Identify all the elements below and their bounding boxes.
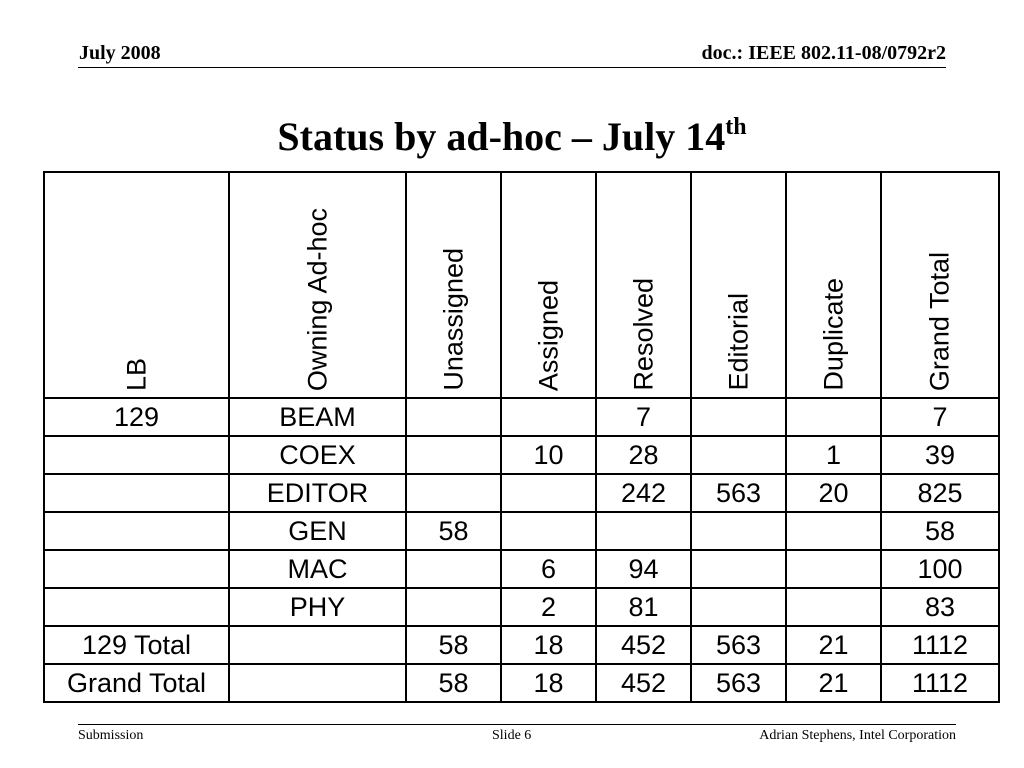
table-cell: 1	[786, 436, 881, 474]
table-cell: 20	[786, 474, 881, 512]
table-row-grand-total	[44, 664, 999, 702]
table-cell: 28	[596, 436, 691, 474]
table-cell: 58	[406, 512, 501, 550]
table-cell: 10	[501, 436, 596, 474]
table-cell: 1112	[881, 664, 999, 702]
slide-title-superscript: th	[725, 114, 747, 140]
table-cell: 18	[501, 626, 596, 664]
table-cell: 563	[691, 474, 786, 512]
table-cell: 452	[596, 626, 691, 664]
table-cell: Grand Total	[44, 664, 229, 702]
table-cell	[691, 436, 786, 474]
table-row	[44, 512, 999, 550]
table-row	[44, 398, 999, 436]
table-cell: 2	[501, 588, 596, 626]
table-header-row	[44, 172, 999, 398]
col-header-assigned	[501, 172, 596, 398]
table-row	[44, 550, 999, 588]
table-cell	[406, 436, 501, 474]
table-cell: BEAM	[229, 398, 406, 436]
table-cell: 563	[691, 626, 786, 664]
col-header-duplicate	[786, 172, 881, 398]
table-cell	[501, 512, 596, 550]
col-header-label: Resolved	[628, 278, 658, 391]
table-cell: GEN	[229, 512, 406, 550]
table-cell	[44, 474, 229, 512]
col-header-label: Duplicate	[818, 278, 848, 391]
table-cell: 129 Total	[44, 626, 229, 664]
table-cell	[44, 512, 229, 550]
table-cell: MAC	[229, 550, 406, 588]
table-cell	[406, 474, 501, 512]
table-cell: 58	[406, 626, 501, 664]
table-cell: 242	[596, 474, 691, 512]
col-header-lb	[44, 172, 229, 398]
header-rule	[78, 67, 946, 68]
table-cell: 58	[406, 664, 501, 702]
table-cell	[691, 550, 786, 588]
table-cell: 7	[881, 398, 999, 436]
table-cell: 39	[881, 436, 999, 474]
table-row	[44, 588, 999, 626]
footer-submission: Submission	[78, 728, 144, 743]
table-cell	[786, 588, 881, 626]
table-cell	[691, 588, 786, 626]
table-cell: 100	[881, 550, 999, 588]
table-cell: 129	[44, 398, 229, 436]
table-cell: 6	[501, 550, 596, 588]
footer-rule	[78, 724, 956, 725]
table-cell: COEX	[229, 436, 406, 474]
table-cell	[406, 550, 501, 588]
col-header-grand-total	[881, 172, 999, 398]
col-header-label: Owning Ad-hoc	[302, 207, 332, 391]
table-cell	[406, 398, 501, 436]
table-cell: 452	[596, 664, 691, 702]
table-cell: 825	[881, 474, 999, 512]
table-cell: 563	[691, 664, 786, 702]
table-cell: 18	[501, 664, 596, 702]
table-cell: 83	[881, 588, 999, 626]
table-row	[44, 474, 999, 512]
table-cell	[501, 474, 596, 512]
table-cell: PHY	[229, 588, 406, 626]
table-cell: EDITOR	[229, 474, 406, 512]
table-cell	[501, 398, 596, 436]
table-cell: 58	[881, 512, 999, 550]
table-cell: 21	[786, 664, 881, 702]
table-cell	[229, 626, 406, 664]
header-doc-id: doc.: IEEE 802.11-08/0792r2	[701, 42, 946, 64]
slide-title-main: Status by ad-hoc – July 14	[277, 114, 726, 159]
table-cell	[786, 512, 881, 550]
status-table	[43, 171, 1000, 703]
table-row-subtotal	[44, 626, 999, 664]
col-header-label: Unassigned	[438, 248, 468, 391]
footer-slide-number: Slide 6	[492, 728, 532, 743]
col-header-label: LB	[121, 357, 151, 391]
col-header-resolved	[596, 172, 691, 398]
col-header-label: Grand Total	[924, 251, 955, 391]
table-cell	[596, 512, 691, 550]
table-cell: 81	[596, 588, 691, 626]
col-header-editorial	[691, 172, 786, 398]
table-cell	[691, 398, 786, 436]
col-header-unassigned	[406, 172, 501, 398]
table-row	[44, 436, 999, 474]
table-cell	[406, 588, 501, 626]
table-cell	[229, 664, 406, 702]
col-header-owning-adhoc	[229, 172, 406, 398]
col-header-label: Editorial	[723, 293, 753, 391]
table-cell: 94	[596, 550, 691, 588]
table-cell: 21	[786, 626, 881, 664]
header-date: July 2008	[79, 42, 161, 64]
col-header-label: Assigned	[533, 279, 563, 391]
table-cell	[44, 550, 229, 588]
table-cell	[44, 588, 229, 626]
slide-title	[0, 112, 1024, 162]
table-cell	[44, 436, 229, 474]
table-cell: 7	[596, 398, 691, 436]
table-cell	[786, 398, 881, 436]
footer-author: Adrian Stephens, Intel Corporation	[759, 728, 956, 743]
table-cell	[786, 550, 881, 588]
table-cell	[691, 512, 786, 550]
table-cell: 1112	[881, 626, 999, 664]
